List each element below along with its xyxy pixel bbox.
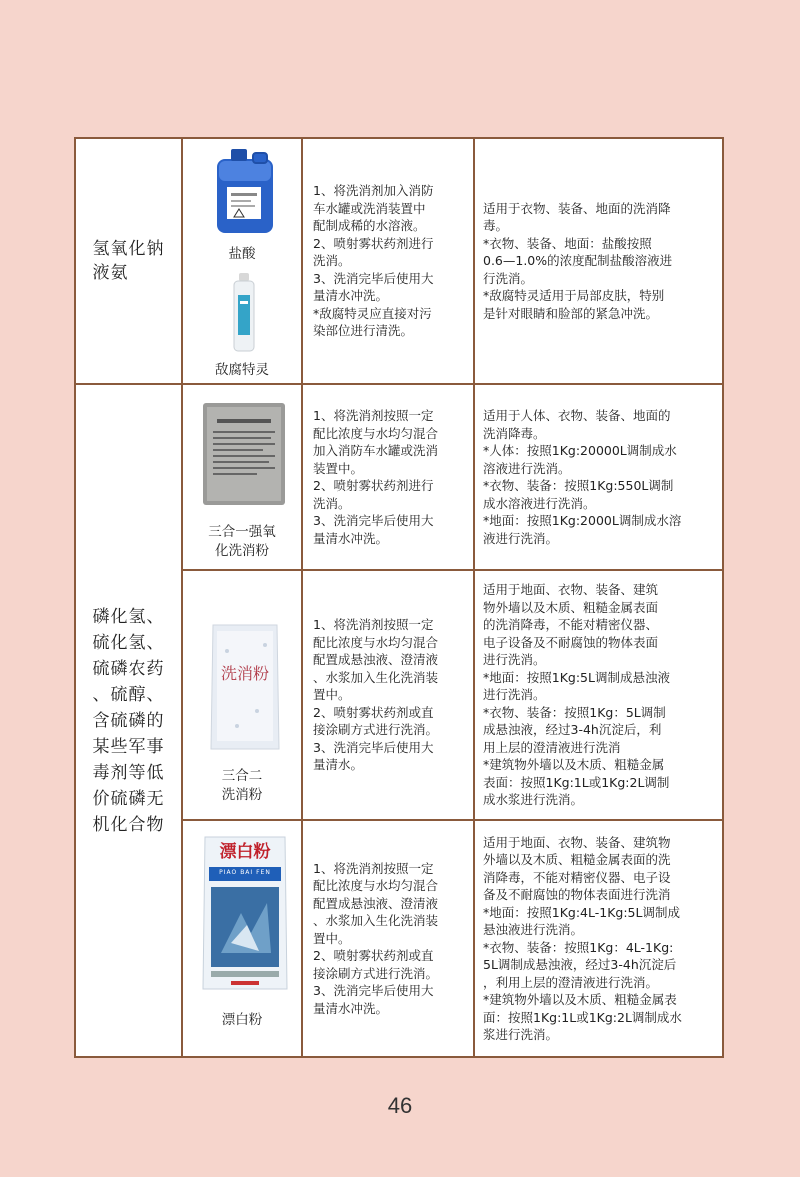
- method-cell: 1、将洗消剂按照一定 配比浓度与水均匀混合 配置成悬浊液、澄清液 、水浆加入生化洗消装 置中。 2、喷射雾状药剂或直 接涂刷方式进行洗消。 3、洗消完毕后使用大 量清水冲洗。: [313, 860, 439, 1016]
- powder-bag-icon: [207, 621, 283, 753]
- product-cell: [183, 821, 301, 1056]
- agent-cell: [76, 385, 181, 1056]
- method-cell: 1、将洗消剂按照一定 配比浓度与水均匀混合 配置成悬浊液、澄清液 、水浆加入生化洗消装 置中。 2、喷射雾状药剂或直 接涂刷方式进行洗消。 3、洗消完毕后使用大 量清水。: [313, 617, 439, 773]
- scope-cell: 适用于地面、衣物、装备、建筑 物外墙以及木质、粗糙金属表面 的洗消降毒，不能对精密仪器、 电子设备及不耐腐蚀的物体表面 进行洗消。 *地面：按照1Kg:5L调制成悬浊液 进行洗消。 *衣物、装备：按照1Kg：5L调制 成悬浊液，经过3-4h沉淀后，利 用上层的澄清液进行洗消 *建筑物外墙以及木质、粗糙金属 表面：按照1Kg:1L或1Kg:2L调制 成水浆进行洗消。: [483, 582, 670, 808]
- product-name: 敌腐特灵: [215, 362, 269, 378]
- product-cell: [183, 385, 301, 569]
- decontamination-table: [74, 137, 724, 1058]
- agent-name: 磷化氢、 硫化氢、 硫磷农药 、硫醇、 含硫磷的 某些军事 毒剂等低 价硫磷无 机化合物: [92, 606, 165, 835]
- agent-cell: [76, 139, 181, 383]
- page-number: 46: [387, 1093, 413, 1118]
- method-cell: 1、将洗消剂按照一定 配比浓度与水均匀混合 加入消防车水罐或洗消 装置中。 2、喷射雾状药剂进行 洗消。 3、洗消完毕后使用大 量清水冲洗。: [313, 408, 439, 546]
- bag-pinyin: PIAO BAI FEN: [219, 869, 271, 876]
- product-cell: [183, 139, 301, 383]
- bag-title: 漂白粉: [219, 842, 271, 862]
- hydrochloric-acid-jug-icon: [209, 147, 279, 237]
- agent-name: 氢氧化钠 液氨: [92, 239, 165, 283]
- bag-label: 洗消粉: [220, 664, 269, 683]
- product-name: 盐酸: [228, 246, 256, 262]
- product-name: 三合二 洗消粉: [221, 768, 263, 803]
- product-name: 三合一强氧 化洗消粉: [208, 524, 276, 559]
- scope-cell: 适用于人体、衣物、装备、地面的 洗消降毒。 *人体：按照1Kg:20000L调制成水 溶液进行洗消。 *衣物、装备：按照1Kg:550L调制 成水溶液进行洗消。 *地面：按照1Kg:2000L调制成水溶 液进行洗消。: [483, 408, 682, 546]
- scope-cell: 适用于地面、衣物、装备、建筑物 外墙以及木质、粗糙金属表面的洗 消降毒，不能对精密仪器、电子设 备及不耐腐蚀的物体表面进行洗消 *地面：按照1Kg:4L-1Kg:5L调制成 悬浊液进行洗消。 *衣物、装备：按照1Kg：4L-1Kg: 5L调制成悬浊液，经过3-4h沉淀后 ，利用上层的澄清液进行洗消。 *建筑物外墙以及木质、粗糙金属表 面：按照1Kg:1L或1Kg:2L调制成水 浆进行洗消。: [483, 834, 682, 1042]
- method-cell: 1、将洗消剂加入消防 车水罐或洗消装置中 配制成稀的水溶液。 2、喷射雾状药剂进行 洗消。 3、洗消完毕后使用大 量清水冲洗。 *敌腐特灵应直接对污 染部位进行清洗。: [313, 183, 434, 339]
- product-name: 漂白粉: [221, 1012, 263, 1028]
- product-cell: [183, 571, 301, 819]
- spray-bottle-icon: [231, 273, 257, 353]
- powder-bag-icon: [201, 399, 287, 509]
- scope-cell: 适用于衣物、装备、地面的洗消降 毒。 *衣物、装备、地面：盐酸按照 0.6—1.0%的浓度配制盐酸溶液进 行洗消。 *敌腐特灵适用于局部皮肤，特别 是针对眼睛和脸部的紧急冲洗。: [483, 200, 673, 321]
